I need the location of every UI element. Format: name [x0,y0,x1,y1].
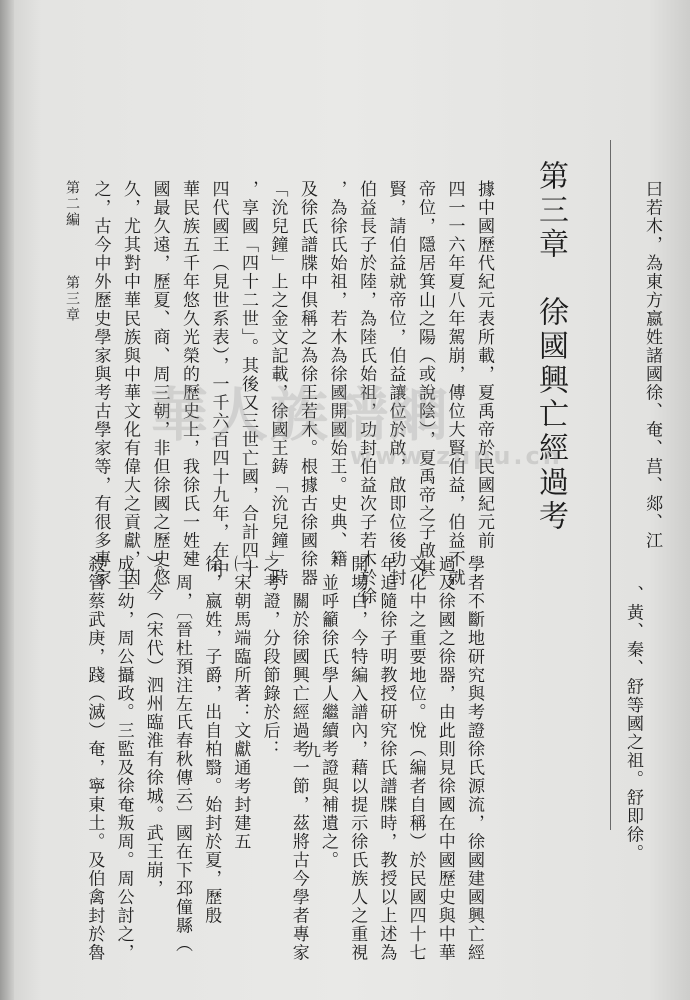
bottom-column: 文化中之重要地位。悅（編者自稱）於民國四十七 [405,555,426,962]
bottom-column: ㈠宋朝馬端臨所著：文獻通考封建五 [230,555,251,851]
column-divider [610,140,611,830]
watermark-url: www.zupu.cn [350,442,563,470]
watermark-logo: 華人族譜網 [150,381,451,449]
bottom-column: 開場白，今特編入譜內，藉以提示徐氏族人之重視 [347,555,368,962]
bottom-column: 殺管蔡武庚，踐（滅）奄，寧東土。及伯禽封於魯 [84,555,105,962]
bottom-column: ，並呼籲徐氏學人繼續考證與補遺之。 [318,555,338,870]
page-number: 九 [305,741,322,760]
bottom-column: 、周，〔晉杜預注左氏春秋傳云〕國在下邳僮縣（ [172,555,192,954]
bottom-column: 成王幼，周公攝政。三監及徐奄叛周。周公討之， [113,555,134,962]
top-column: 四一一六年夏八年駕崩，傳位大賢伯益，伯益不就 [444,180,465,587]
top-column: 及徐氏譜牒中俱稱之為徐王若木。根據古徐國徐器 [297,180,317,587]
bottom-column: 關於徐國興亡經過考一節，茲將古今學者專家 [288,555,309,962]
page-binding-edge [0,0,14,1000]
bottom-column: 之考證，分段節錄於后： [259,555,280,759]
margin-section-label: 第二編 [64,180,80,228]
top-column: 四代國王（見世系表），一千六百四十九年，在中 [208,180,229,579]
top-column: 伯益長子於陸，為陸氏始祖，功封伯益次子若木於徐 [356,180,376,606]
top-column: 華民族五千年悠久光榮的歷史上，我徐氏一姓建 [179,180,199,569]
top-column: 「沇兒鐘」上之金文記載，徐國王鋳「沇兒鐘」時 [267,180,288,587]
top-column: 久，尤其對中華民族與中華文化有偉大之貢獻，因 [120,180,140,587]
previous-page-line-bottom: 、黃、秦、舒等國之祖。舒即徐。 [623,585,643,863]
bottom-column: 學者不斷地研究與考證徐氏源流，徐國建國興亡經 [464,555,484,962]
top-column: 賢，請伯益就帝位，伯益讓位於啟，啟即位後功封 [385,180,406,587]
bottom-column: 過及徐國之徐器，由此則見徐國在中國歷史與中華 [434,555,455,962]
top-column: 之，古今中外歷史學家與考古學家等，有很多專家 [90,180,111,587]
bottom-column: ）。今（宋代）泗州臨淮有徐城。武王崩， [142,555,163,898]
top-column: ，為徐氏始祖，若木為徐國開國始王。史典、籍 [326,180,347,569]
top-column: ，享國「四十二世」。其後又三世亡國，合計四十 [238,180,258,579]
previous-page-line-top: 曰若木，為東方嬴姓諸國徐、奄、莒、郯、江 [642,180,662,550]
top-column: 據中國歷代紀元表所載，夏禹帝於民國紀元前 [474,180,494,550]
margin-chapter-label: 第三章 [64,275,80,323]
bottom-column: 徐，嬴姓，子爵，出自柏翳。始封於夏，歷殷 [201,555,222,925]
bottom-column: 年追隨徐子明教授研究徐氏譜牒時，教授以上述為 [376,555,397,962]
chapter-title: 第三章 徐國興亡經過考 [533,160,568,534]
top-column: 帝位，隱居箕山之陽（或說陰），夏禹帝之子啟甚 [415,180,435,579]
top-column: 國最久遠，歷夏、商、周三朝，非但徐國之歷史悠 [149,180,170,587]
